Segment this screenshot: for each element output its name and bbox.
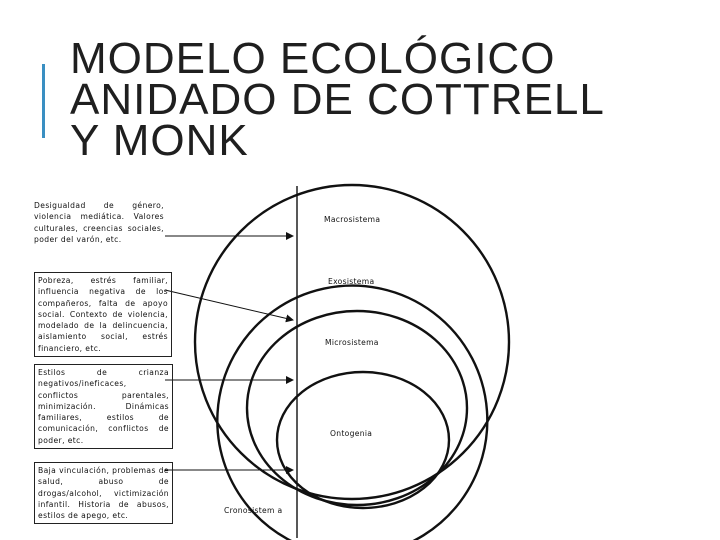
exosistema-circle [217,286,487,540]
title-line-2: ANIDADO DE COTTRELL [70,75,605,124]
ontogenia-label: Ontogenia [330,429,373,438]
title-line-3: Y MONK [70,116,249,165]
micro-factors-box: Estilos de crianza negativos/ineficaces, conflictos parentales, minimización. Dinámicas familiares, estilos de comunicación, conflictos de poder, etc. [34,364,173,449]
exosistema-label: Exosistema [328,277,375,286]
macro-factors-text: Desigualdad de género, violencia mediática. Valores culturales, creencias sociales, poder del varón, etc. [34,201,164,244]
macrosistema-label: Macrosistema [324,215,381,224]
cronosistema-label: Cronosistem a [224,506,283,515]
onto-factors-box: Baja vinculación, problemas de salud, abuso de drogas/alcohol, victimización infantil. Historia de abusos, estilos de apego, etc. [34,462,173,524]
exo-arrow [165,290,293,320]
microsistema-label: Microsistema [325,338,379,347]
title-line-1: MODELO ECOLÓGICO [70,34,556,83]
ontogenia-circle [277,372,449,508]
exo-factors-box: Pobreza, estrés familiar, influencia negativa de los compañeros, falta de apoyo social. Contexto de violencia, modelado de la delincuencia, aislamiento social, estrés financiero, etc. [34,272,172,357]
